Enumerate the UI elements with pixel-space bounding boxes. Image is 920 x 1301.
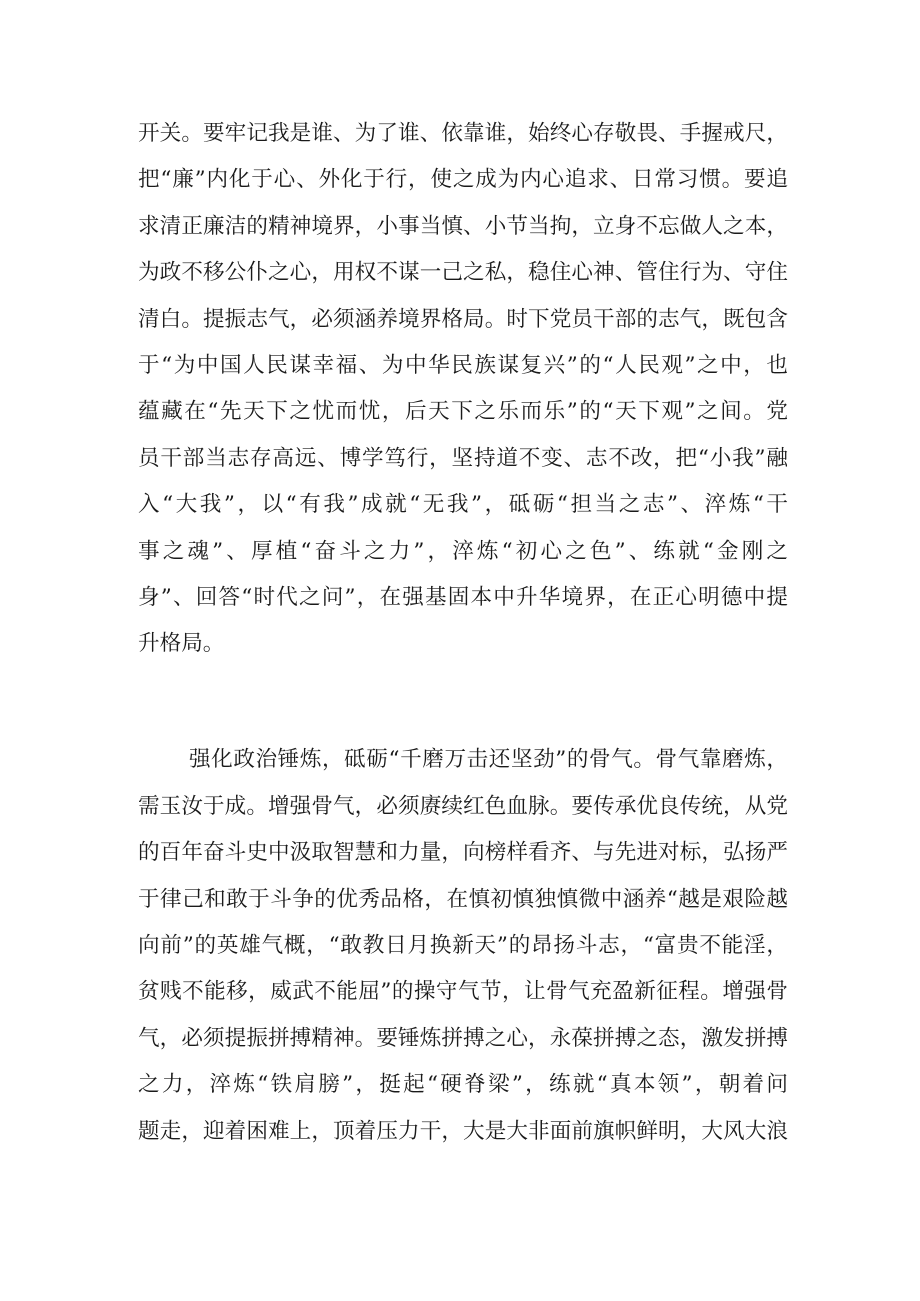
paragraph-1-line-7: 蕴藏在“先天下之忧而忧，后天下之乐而乐”的“天下观”之间。党 [138, 399, 788, 424]
paragraph-1-line-9: 入“大我”，以“有我”成就“无我”，砥砺“担当之志”、淬炼“干 [138, 492, 788, 517]
paragraph-1-line-10: 事之魂”、厚植“奋斗之力”，淬炼“初心之色”、练就“金刚之 [138, 539, 788, 564]
paragraph-1-line-8: 员干部当志存高远、博学笃行，坚持道不变、志不改，把“小我”融 [138, 446, 788, 471]
paragraph-2-line-5: 向前”的英雄气概，“敢教日月换新天”的昂扬斗志，“富贵不能淫， [138, 933, 788, 958]
paragraph-2-line-8: 之力，淬炼“铁肩膀”，挺起“硬脊梁”，练就“真本领”，朝着问 [138, 1072, 788, 1097]
paragraph-1-line-12: 升格局。 [138, 631, 225, 656]
paragraph-1-line-11: 身”、回答“时代之问”，在强基固本中升华境界，在正心明德中提 [138, 585, 788, 610]
paragraph-2-line-4: 于律己和敢于斗争的优秀品格，在慎初慎独慎微中涵养“越是艰险越 [138, 887, 788, 912]
paragraph-2-line-7: 气，必须提振拼搏精神。要锤炼拼搏之心，永葆拼搏之态，激发拼搏 [138, 1026, 788, 1051]
paragraph-2-line-9: 题走，迎着困难上，顶着压力干，大是大非面前旗帜鲜明，大风大浪 [138, 1119, 788, 1144]
paragraph-1-line-1: 开关。要牢记我是谁、为了谁、依靠谁，始终心存敬畏、手握戒尺， [138, 121, 788, 146]
paragraph-1-line-4: 为政不移公仆之心，用权不谋一己之私，稳住心神、管住行为、守住 [138, 260, 788, 285]
paragraph-2-line-2: 需玉汝于成。增强骨气，必须赓续红色血脉。要传承优良传统，从党 [138, 794, 788, 819]
paragraph-1-line-3: 求清正廉洁的精神境界，小事当慎、小节当拘，立身不忘做人之本， [138, 214, 788, 239]
paragraph-2-line-3: 的百年奋斗史中汲取智慧和力量，向榜样看齐、与先进对标，弘扬严 [138, 840, 788, 865]
paragraph-1-line-2: 把“廉”内化于心、外化于行，使之成为内心追求、日常习惯。要追 [138, 167, 788, 192]
paragraph-2-line-6: 贫贱不能移，威武不能屈”的操守气节，让骨气充盈新征程。增强骨 [138, 979, 788, 1004]
paragraph-1-line-5: 清白。提振志气，必须涵养境界格局。时下党员干部的志气，既包含 [138, 307, 788, 332]
paragraph-2-line-1: 强化政治锤炼，砥砺“千磨万击还坚劲”的骨气。骨气靠磨炼， [189, 747, 788, 772]
paragraph-1-line-6: 于“为中国人民谋幸福、为中华民族谋复兴”的“人民观”之中，也 [138, 353, 788, 378]
